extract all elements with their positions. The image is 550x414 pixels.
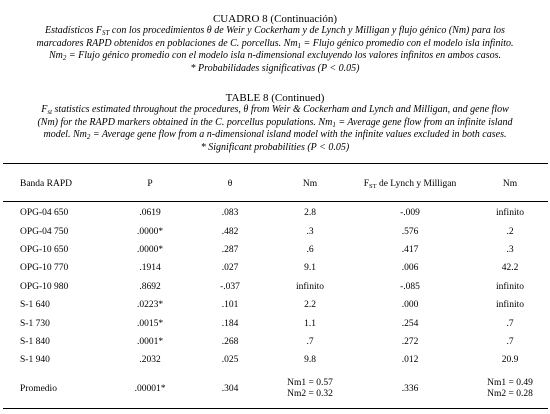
cell-banda: OPG-10 650 (20, 244, 69, 255)
header-theta: θ (227, 179, 233, 189)
cell-fst: .417 (401, 244, 419, 255)
cell-nm-2: infinito (496, 281, 524, 292)
cell-fst: .012 (401, 355, 419, 366)
table-row (0, 296, 550, 314)
caption-es-line-3 (0, 50, 550, 63)
cell-nm-2: 20.9 (501, 355, 519, 366)
summary-theta: .304 (221, 383, 239, 394)
caption-es-line-2-sub: 1 (297, 41, 302, 50)
summary-nm2-line-1: Nm1 = 0.49 (487, 377, 533, 388)
cell-p: .0619 (139, 208, 161, 219)
caption-es-line-1b: con los procedimientos θ de Weir y Cockerham y de Lynch y Milligan y flujo génico (Nm) para los (109, 25, 505, 36)
cell-fst: -.009 (400, 208, 420, 219)
summary-label: Promedio (20, 383, 57, 394)
caption-es-title: CUADRO 8 (Continuación) (212, 13, 338, 25)
header-fst-b: de Lynch y Milligan (376, 179, 457, 189)
cell-p: .0001* (136, 336, 164, 347)
cell-banda: OPG-04 750 (20, 226, 69, 237)
caption-es-line-3-sub: 2 (62, 54, 67, 62)
table-row (0, 333, 550, 351)
header-fst (350, 170, 470, 198)
cell-banda: S-1 730 (20, 318, 50, 329)
table-row (0, 351, 550, 369)
caption-es-line-3b: = Flujo génico promedio con el modelo isla n-dimensional excluyendo los valores infinitos en ambos casos. (66, 50, 501, 61)
cell-nm: .3 (306, 226, 314, 237)
table-header-row (0, 170, 550, 198)
summary-row (0, 376, 550, 402)
table-row (0, 222, 550, 240)
cell-p: .2032 (139, 355, 161, 366)
caption-en-title: TABLE 8 (Continued) (225, 92, 325, 104)
cell-p: .0000* (136, 244, 164, 255)
caption-en-line-3b: = Average gene flow from a n-dimensional island model with the infinite values excluded in both cases. (90, 129, 507, 140)
caption-en-line-1b: statistics estimated throughout the procedures, θ from Weir & Cockerham and Lynch and Milligan, and gene flow (52, 104, 509, 115)
table-bottom-rule (3, 408, 548, 409)
caption-es-line-1-sub: ST (101, 29, 110, 37)
cell-p: .8692 (139, 281, 161, 292)
caption-en-line-3a: model. Nm (43, 129, 87, 140)
cell-nm: .7 (306, 336, 314, 347)
cell-nm-2: .7 (506, 336, 514, 347)
cell-banda: OPG-04 650 (20, 208, 69, 219)
cell-nm: 2.2 (304, 300, 316, 311)
caption-en-line-2b: = Average gene flow from an infinite island (335, 116, 513, 128)
summary-nm-line-1: Nm1 = 0.57 (287, 377, 333, 388)
summary-fst: .336 (401, 383, 419, 394)
cell-theta: .025 (221, 355, 239, 366)
cell-nm-2: .7 (506, 318, 514, 329)
cell-p: .1914 (139, 263, 161, 274)
cell-theta: .287 (221, 244, 239, 255)
cell-fst: -.085 (400, 281, 420, 292)
cell-theta: .482 (221, 226, 239, 237)
cell-banda: OPG-10 770 (20, 263, 69, 274)
header-nm-2: Nm (502, 179, 518, 189)
table-row (0, 204, 550, 222)
header-nm: Nm (302, 179, 318, 189)
caption-en-line-2a: (Nm) for the RAPD markers obtained in the C. porcellus populations. Nm (37, 116, 333, 128)
cell-theta: .101 (221, 300, 239, 311)
caption-es-line-4: * Probabilidades significativas (P < 0.05) (190, 62, 360, 74)
cell-theta: -.037 (220, 281, 240, 292)
header-p: P (147, 179, 153, 189)
caption-en-line-1 (0, 104, 550, 117)
caption-es-line-1a: Estadísticos F (45, 25, 102, 36)
caption-spanish (0, 13, 550, 75)
caption-en-line-3-sub: 2 (86, 133, 91, 141)
cell-p: .0015* (136, 318, 164, 329)
summary-nm2-line-2: Nm2 = 0.28 (487, 388, 533, 399)
header-banda: Banda RAPD (20, 179, 72, 189)
cell-nm-2: .3 (506, 244, 514, 255)
summary-nm (270, 376, 350, 402)
cell-nm-2: .2 (506, 226, 514, 237)
cell-banda: S-1 640 (20, 300, 50, 311)
cell-theta: .184 (221, 318, 239, 329)
caption-english (0, 92, 550, 154)
caption-en-line-1a: F (41, 104, 48, 115)
cell-fst: .254 (401, 318, 419, 329)
cell-nm: infinito (296, 281, 324, 292)
cell-p: .0000* (136, 226, 164, 237)
caption-es-line-2 (0, 38, 550, 51)
table-top-rule (3, 163, 548, 164)
caption-en-line-2 (0, 117, 550, 130)
cell-banda: S-1 940 (20, 355, 50, 366)
caption-es-line-1 (0, 25, 550, 38)
table-row (0, 241, 550, 259)
cell-theta: .083 (221, 208, 239, 219)
caption-en-line-2-sub: 1 (332, 120, 336, 129)
table-body (0, 198, 550, 402)
table-row (0, 278, 550, 296)
caption-es-line-3a: Nm (49, 50, 63, 61)
cell-nm: 9.8 (304, 355, 316, 366)
cell-nm-2: infinito (496, 300, 524, 311)
caption-en-line-1-sub: st (47, 108, 53, 116)
cell-fst: .576 (401, 226, 419, 237)
table-row (0, 314, 550, 332)
caption-es-line-2b: = Flujo génico promedio con el modelo isla infinito. (301, 37, 514, 49)
cell-p: .0223* (136, 300, 164, 311)
cell-nm: 2.8 (304, 208, 316, 219)
summary-p: .00001* (134, 383, 166, 394)
cell-nm: 9.1 (304, 263, 316, 274)
cell-banda: OPG-10 980 (20, 281, 69, 292)
header-fst-a: F (363, 179, 369, 189)
header-fst-sub: ST (369, 183, 377, 190)
cell-theta: .027 (221, 263, 239, 274)
caption-en-line-4: * Significant probabilities (P < 0.05) (200, 141, 350, 153)
cell-theta: .268 (221, 336, 239, 347)
cell-nm: .6 (306, 244, 314, 255)
summary-nm-line-2: Nm2 = 0.32 (287, 388, 333, 399)
cell-fst: .006 (401, 263, 419, 274)
cell-fst: .000 (401, 300, 419, 311)
cell-nm-2: infinito (496, 208, 524, 219)
cell-nm-2: 42.2 (501, 263, 519, 274)
summary-nm-2 (470, 376, 550, 402)
table-row (0, 259, 550, 277)
cell-banda: S-1 840 (20, 336, 50, 347)
cell-nm: 1.1 (304, 318, 316, 329)
caption-en-line-3 (0, 129, 550, 142)
results-table (0, 170, 550, 402)
cell-fst: .272 (401, 336, 419, 347)
caption-es-line-2a: marcadores RAPD obtenidos en poblaciones de C. porcellus. Nm (36, 37, 298, 49)
